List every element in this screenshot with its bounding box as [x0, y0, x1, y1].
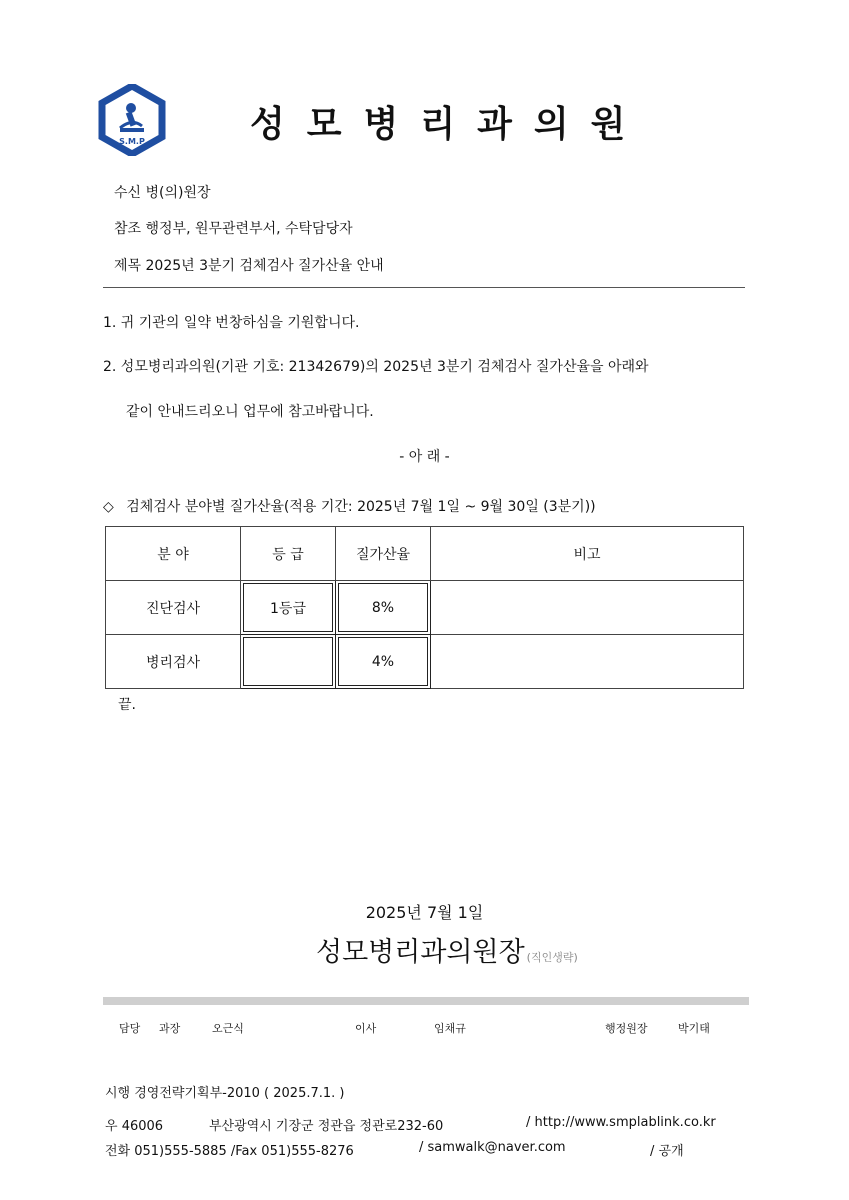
footer-disclosure: / 공개 — [650, 1144, 684, 1159]
header-note: 비고 — [431, 527, 744, 581]
paragraph-2-line2: 같이 안내드리오니 업무에 참고바랍니다. — [126, 404, 374, 420]
row-note — [431, 581, 744, 635]
approval-role-admin: 행정원장 — [605, 1022, 648, 1035]
issue-date: 2025년 7월 1일 — [365, 903, 484, 922]
approval-bar — [103, 997, 749, 1005]
signer-name: 성모병리과의원장 — [316, 937, 525, 968]
seal-note: (직인생략) — [526, 951, 578, 964]
row-field: 병리검사 — [106, 635, 241, 689]
header-grade: 등 급 — [241, 527, 336, 581]
hospital-logo — [98, 84, 166, 156]
footer-phone: 전화 051)555-5885 /Fax 051)555-8276 — [105, 1144, 354, 1159]
footer-address: 부산광역시 기장군 정관읍 정관로232-60 — [209, 1119, 444, 1134]
header-field: 분 야 — [106, 527, 241, 581]
header-divider — [103, 287, 745, 288]
signer-block — [316, 930, 578, 969]
table-header-row — [106, 527, 744, 581]
document-title: 성모병리과의원 — [250, 104, 648, 145]
reference-line: 참조 행정부, 원무관련부서, 수탁담당자 — [114, 221, 353, 237]
logo-text: S.M.P — [119, 137, 145, 146]
table-row — [106, 635, 744, 689]
end-mark: 끝. — [118, 697, 136, 713]
below-heading: - 아 래 - — [399, 449, 450, 465]
header-rate: 질가산율 — [336, 527, 431, 581]
recipient-line: 수신 병(의)원장 — [114, 185, 211, 201]
subject-line: 제목 2025년 3분기 검체검사 질가산율 안내 — [114, 258, 384, 274]
row-grade — [241, 635, 336, 689]
approval-name-admin: 박기태 — [678, 1022, 710, 1035]
footer-email[interactable]: / samwalk@naver.com — [419, 1140, 566, 1155]
table-caption: 검체검사 분야별 질가산율(적용 기간: 2025년 7월 1일 ~ 9월 30일 (3분기)) — [126, 499, 596, 515]
footer-enforcement: 시행 경영전략기획부-2010 ( 2025.7.1. ) — [105, 1086, 345, 1101]
footer-zip: 우 46006 — [105, 1119, 164, 1134]
approval-name-manager: 오근식 — [212, 1022, 244, 1035]
row-note — [431, 635, 744, 689]
row-rate: 4% — [336, 635, 431, 689]
approval-role-staff: 담당 — [119, 1022, 141, 1035]
row-rate: 8% — [336, 581, 431, 635]
quality-rate-table — [105, 526, 744, 689]
approval-role-manager: 과장 — [159, 1022, 181, 1035]
footer-website[interactable]: / http://www.smplablink.co.kr — [526, 1115, 716, 1130]
approval-name-director: 임채규 — [434, 1022, 466, 1035]
row-field: 진단검사 — [106, 581, 241, 635]
paragraph-2-line1: 2. 성모병리과의원(기관 기호: 21342679)의 2025년 3분기 검체검사 질가산율을 아래와 — [103, 359, 649, 375]
row-grade: 1등급 — [241, 581, 336, 635]
diamond-icon: ◇ — [103, 499, 114, 515]
table-row — [106, 581, 744, 635]
approval-role-director: 이사 — [355, 1022, 377, 1035]
paragraph-1: 1. 귀 기관의 일약 번창하심을 기원합니다. — [103, 315, 360, 331]
table-caption-row — [103, 496, 596, 516]
